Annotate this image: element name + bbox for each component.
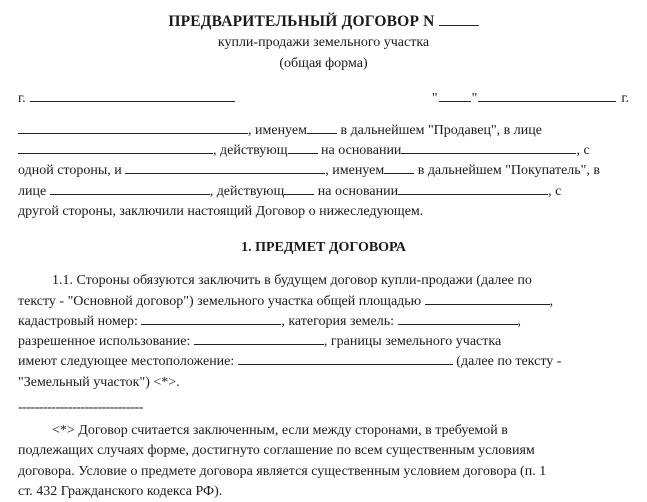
preamble-l2-p3: , с — [576, 143, 590, 159]
footnote-line-1 — [18, 421, 629, 441]
clause-1-1-t9: имеют следующее местоположение: — [18, 354, 235, 370]
preamble-l4-p4: , с — [548, 183, 562, 199]
clause-1-1-number: 1.1. — [52, 273, 73, 289]
document-subtitle: купли-продажи земельного участка — [217, 35, 430, 51]
land-category-blank[interactable] — [398, 313, 518, 325]
seller-basis-blank[interactable] — [401, 142, 576, 154]
footnote-t1: Договор считается заключенным, если между сторонами, в требуемой в — [78, 423, 508, 439]
buyer-rep-blank[interactable] — [50, 183, 210, 195]
preamble-l4-p3: на основании — [314, 183, 399, 199]
cadastral-number-blank[interactable] — [141, 313, 281, 325]
clause-1-1-t4: кадастровый номер: — [18, 313, 138, 329]
year-blank[interactable] — [576, 90, 616, 102]
seller-name-blank[interactable] — [18, 122, 248, 134]
clause-1-1-t10: (далее по тексту - — [456, 354, 562, 370]
area-blank[interactable] — [425, 293, 550, 305]
preamble-l3-p1: одной стороны, и — [18, 163, 122, 179]
preamble-line-4 — [18, 182, 629, 202]
clause-1-1-line-5 — [18, 352, 629, 372]
footnote-divider: ------------------------------ — [18, 400, 143, 416]
document-title — [18, 12, 629, 31]
preamble-l3-p3: в дальнейшем "Покупатель", в — [414, 163, 600, 179]
clause-1-1-line-1 — [18, 271, 629, 291]
quote-close: " — [471, 90, 478, 106]
month-blank[interactable] — [478, 90, 576, 102]
permitted-use-blank[interactable] — [194, 333, 324, 345]
document-title-text: ПРЕДВАРИТЕЛЬНЫЙ ДОГОВОР N — [168, 13, 435, 30]
clause-1-1 — [18, 271, 629, 393]
clause-1-1-t2: тексту - "Основной договор") земельного участка общей площадью — [18, 293, 422, 309]
preamble-l4-p1: лице — [18, 183, 47, 199]
clause-1-1-t8: , границы земельного участка — [323, 334, 502, 350]
footnote-line-4: ст. 432 Гражданского кодекса РФ). — [18, 483, 223, 499]
seller-rep-blank[interactable] — [18, 142, 213, 154]
clause-1-1-t7: разрешенное использование: — [18, 334, 191, 350]
clause-1-1-t6: , — [517, 313, 522, 329]
preamble-l4-p2: , действующ — [209, 183, 285, 199]
buyer-acting-blank[interactable] — [284, 183, 314, 195]
day-blank[interactable] — [439, 90, 471, 102]
clause-1-1-line-4 — [18, 332, 629, 352]
preamble-line-1 — [18, 121, 629, 141]
footnote-line-3: договора. Условие о предмете договора является существенным условием договора (п. 1 — [18, 463, 547, 479]
preamble-l1-p2: в дальнейшем "Продавец", в лице — [336, 122, 542, 138]
city-blank[interactable] — [30, 90, 235, 102]
preamble-l2-p2: на основании — [317, 143, 402, 159]
seller-gender-blank[interactable] — [307, 122, 337, 134]
footnote-marker: <*> — [52, 423, 75, 439]
clause-1-1-t3: , — [549, 293, 554, 309]
document-subtitle-2: (общая форма) — [279, 55, 368, 71]
preamble-l1-p1: , именуем — [248, 122, 307, 138]
buyer-name-blank[interactable] — [125, 162, 325, 174]
footnote-block — [18, 421, 629, 502]
city-label: г. — [18, 90, 26, 106]
seller-acting-blank[interactable] — [288, 142, 318, 154]
year-suffix: г. — [621, 90, 629, 106]
quote-open: " — [431, 90, 438, 106]
clause-1-1-t1: Стороны обязуются заключить в будущем договор купли-продажи (далее по — [76, 273, 532, 289]
preamble-l2-p1: , действующ — [213, 143, 288, 159]
preamble-line-5: другой стороны, заключили настоящий Договор о нижеследующем. — [18, 203, 424, 219]
section-1-title: 1. ПРЕДМЕТ ДОГОВОРА — [241, 240, 406, 256]
buyer-gender-blank[interactable] — [384, 162, 414, 174]
preamble-line-3 — [18, 161, 629, 181]
preamble-block — [18, 121, 629, 222]
preamble-l3-p2: , именуем — [325, 163, 385, 179]
preamble-line-2 — [18, 141, 629, 161]
footnote-line-2: подлежащих случаях форме, достигнуто соглашение по всем существенным условиям — [18, 443, 535, 459]
clause-1-1-line-3 — [18, 312, 629, 332]
buyer-basis-blank[interactable] — [398, 183, 548, 195]
title-block — [18, 12, 629, 73]
clause-1-1-line-2 — [18, 292, 629, 312]
location-blank[interactable] — [238, 353, 453, 365]
place-date-row — [18, 90, 629, 107]
clause-1-1-line-6: "Земельный участок") <*>. — [18, 374, 180, 390]
contract-number-blank[interactable] — [439, 14, 479, 26]
clause-1-1-t5: , категория земель: — [281, 313, 395, 329]
